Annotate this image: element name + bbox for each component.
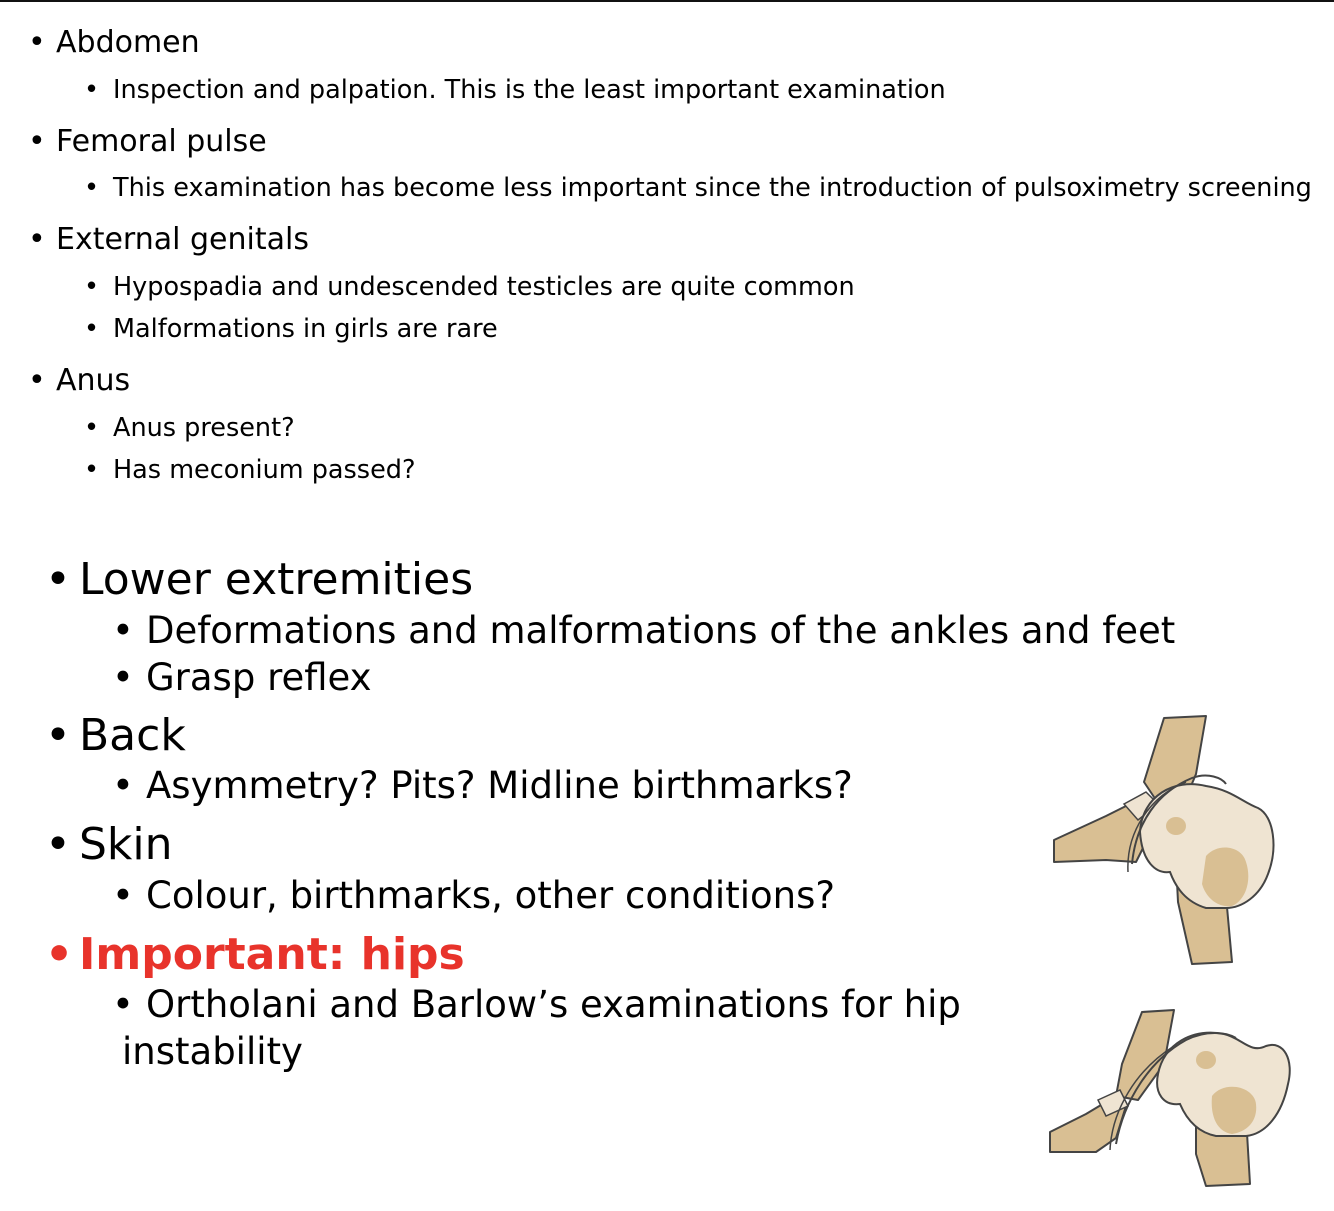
bullet-icon: • [112,874,134,917]
sub-item-label: Ortholani and Barlow’s examinations for hip [146,983,961,1026]
bullet-icon: • [112,764,134,807]
bullet-icon: • [112,656,134,699]
sub-item-hips [112,982,961,1028]
bullet-icon: • [112,609,134,652]
sub-item-genitals-2 [84,313,498,345]
sub-item-extremities-2 [112,655,372,701]
bullet-icon: • [45,554,71,605]
sub-item-anus-2 [84,454,416,486]
sub-item-abdomen [84,74,946,106]
bullet-icon: • [45,819,71,870]
hip-joint-illustration [1046,712,1282,968]
list-item-important-hips [45,929,465,981]
bullet-icon: • [84,75,100,105]
list-item-lower-extremities [45,554,473,606]
sub-item-label: This examination has become less important since the introduction of pulsoximetry screening [113,173,1312,203]
sub-item-skin [112,873,835,919]
sub-item-hips-continuation [122,1029,303,1075]
bullet-icon: • [112,983,134,1026]
item-label: Lower extremities [79,554,474,605]
bullet-icon: • [28,124,46,159]
bullet-icon: • [84,173,100,203]
top-rule [0,0,1334,2]
item-label: Important: hips [79,929,465,980]
bullet-icon: • [84,413,100,443]
sub-item-label: Grasp reflex [146,656,372,699]
list-item-skin [45,819,173,871]
sub-item-label: instability [122,1030,303,1073]
sub-item-label: Asymmetry? Pits? Midline birthmarks? [146,764,853,807]
item-label: External genitals [56,222,309,257]
sub-item-femoral-pulse [84,172,1312,204]
sub-item-label: Colour, birthmarks, other conditions? [146,874,835,917]
item-label: Anus [56,363,131,398]
item-label: Back [79,710,186,761]
bullet-icon: • [45,710,71,761]
list-item-femoral-pulse [28,124,267,160]
sub-item-label: Inspection and palpation. This is the least important examination [113,75,946,105]
bullet-icon: • [28,222,46,257]
bullet-icon: • [28,25,46,60]
sub-item-label: Anus present? [113,413,295,443]
sub-item-label: Hypospadia and undescended testicles are quite common [113,272,855,302]
bullet-icon: • [84,455,100,485]
bullet-icon: • [45,929,74,980]
sub-item-back [112,763,853,809]
list-item-back [45,710,186,762]
item-label: Femoral pulse [56,124,267,159]
item-label: Skin [79,819,173,870]
bullet-icon: • [28,363,46,398]
list-item-anus [28,363,130,399]
sub-item-extremities-1 [112,608,1175,654]
bullet-icon: • [84,272,100,302]
sub-item-label: Deformations and malformations of the ankles and feet [146,609,1176,652]
sub-item-label: Has meconium passed? [113,455,416,485]
list-item-external-genitals [28,222,309,258]
sub-item-label: Malformations in girls are rare [113,314,498,344]
item-label: Abdomen [56,25,200,60]
hip-joint-dislocated-illustration [1046,1004,1296,1190]
bullet-icon: • [84,314,100,344]
sub-item-genitals-1 [84,271,855,303]
list-item-abdomen [28,25,200,61]
sub-item-anus-1 [84,412,295,444]
